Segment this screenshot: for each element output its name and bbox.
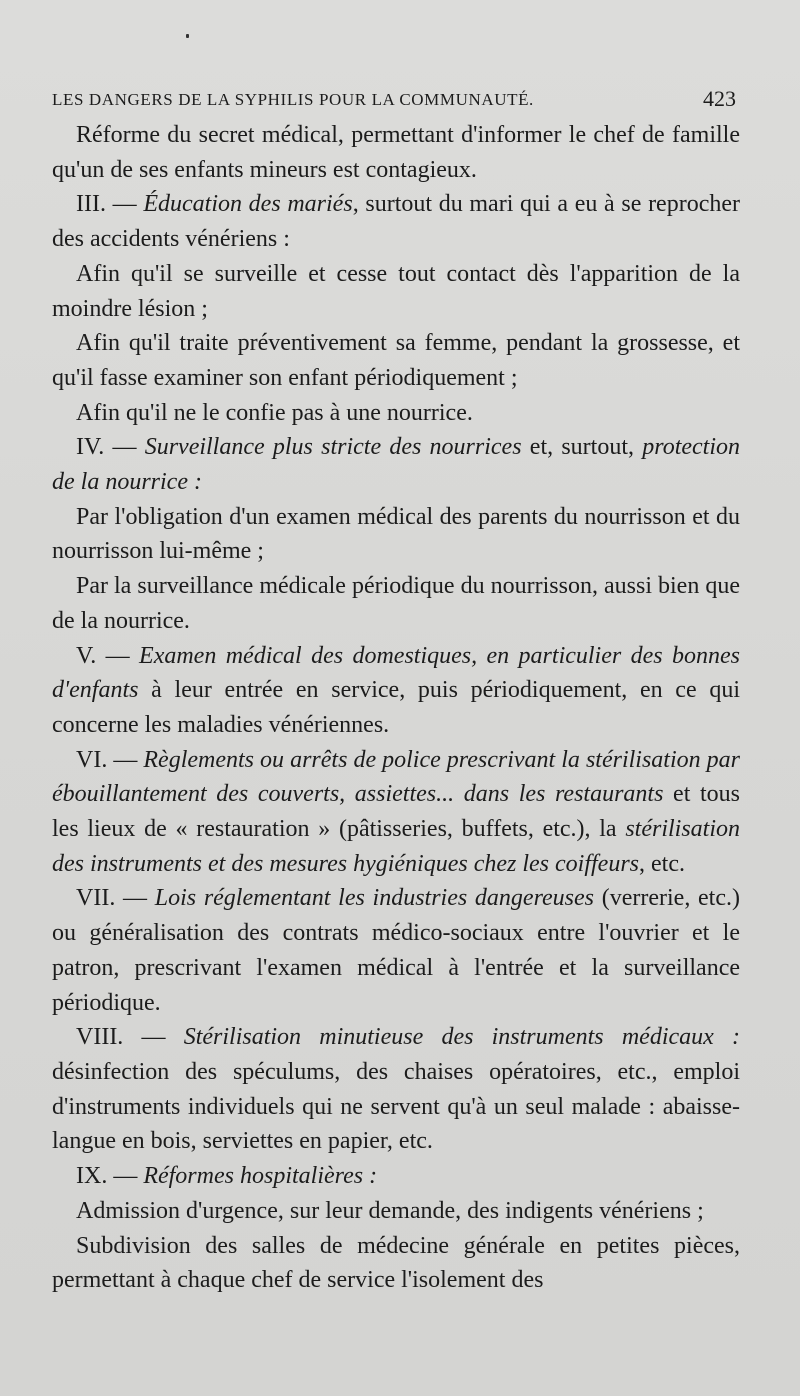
- italic-text: protection de la nourrice :: [52, 434, 741, 496]
- paragraph: [52, 430, 740, 499]
- italic-text: Réformes hospitalières :: [143, 1163, 378, 1190]
- body-text: [52, 118, 740, 1298]
- text-run: (verrerie, etc.) ou généralisation des contrats médico-sociaux entre l'ouvrier et le patron, prescrivant l'examen médical à l'entrée et la surveillance périodique.: [52, 885, 740, 1016]
- text-run: Par l'obligation d'un examen médical des parents du nourrisson et du nourrisson lui-même ;: [52, 503, 740, 565]
- paragraph: [52, 1159, 740, 1194]
- italic-text: stérilisation des instruments et des mesures hygiéniques chez les coiffeurs: [52, 816, 740, 877]
- italic-text: Examen médical des domestiques, en particulier des bonnes d'enfants: [52, 642, 740, 704]
- text-run: VIII. —: [76, 1024, 184, 1051]
- text-run: V. —: [76, 642, 140, 669]
- text-run: Admission d'urgence, sur leur demande, des indigents vénériens ;: [76, 1197, 704, 1224]
- paragraph: [52, 187, 740, 256]
- paragraph: [52, 257, 740, 326]
- text-run: VII. —: [76, 885, 155, 912]
- text-run: Afin qu'il ne le confie pas à une nourrice.: [76, 399, 473, 426]
- paragraph: [52, 118, 740, 187]
- paragraph: [52, 1020, 740, 1159]
- paragraph: [52, 326, 740, 395]
- ink-speck: [186, 34, 189, 38]
- text-run: Subdivision des salles de médecine générale en petites pièces, permettant à chaque chef de service l'isolement des: [52, 1232, 740, 1294]
- text-run: et, surtout,: [521, 434, 643, 461]
- text-run: VI. —: [76, 746, 144, 773]
- paragraph: [52, 1229, 740, 1298]
- text-run: et tous les lieux de « restauration » (pâtisseries, buffets, etc.), la: [52, 781, 741, 843]
- paragraph: [52, 881, 740, 1020]
- italic-text: Lois réglementant les industries dangereuses: [154, 885, 595, 912]
- italic-text: Surveillance plus stricte des nourrices: [144, 434, 522, 461]
- text-run: , surtout du mari qui a eu à se reprocher des accidents vénériens :: [52, 191, 740, 253]
- text-run: IV. —: [76, 434, 145, 461]
- paragraph: [52, 743, 740, 882]
- text-run: à leur entrée en service, puis périodiquement, en ce qui concerne les maladies vénériennes.: [52, 677, 740, 738]
- running-title: LES DANGERS DE LA SYPHILIS POUR LA COMMUNAUTÉ.: [52, 90, 534, 109]
- italic-text: Stérilisation minutieuse des instruments médicaux :: [183, 1024, 740, 1051]
- text-run: Réforme du secret médical, permettant d'informer le chef de famille qu'un de ses enfants mineurs est contagieux.: [52, 122, 740, 183]
- text-run: Afin qu'il se surveille et cesse tout contact dès l'apparition de la moindre lésion ;: [52, 260, 740, 322]
- text-run: Afin qu'il traite préventivement sa femme, pendant la grossesse, et qu'il fasse examiner son enfant périodiquement ;: [52, 330, 740, 391]
- paragraph: [52, 500, 740, 569]
- page-number: 423: [703, 86, 736, 111]
- text-run: désinfection des spéculums, des chaises opératoires, etc., emploi d'instruments individuels qui ne servent qu'à un seul malade : abaisse-langue en bois, serviettes en papier, etc.: [52, 1058, 740, 1155]
- paragraph: [52, 396, 740, 431]
- paragraph: [52, 639, 740, 743]
- text-run: III. —: [76, 191, 144, 218]
- running-header: [52, 86, 736, 116]
- text-run: , etc.: [639, 850, 685, 877]
- paragraph: [52, 569, 740, 638]
- italic-text: Règlements ou arrêts de police prescrivant la stérilisation par ébouillantement des couverts, assiettes... dans les restaurants: [52, 746, 740, 808]
- text-run: Par la surveillance médicale périodique du nourrisson, aussi bien que de la nourrice.: [52, 573, 740, 634]
- italic-text: Éducation des mariés: [143, 191, 353, 218]
- paragraph: [52, 1194, 740, 1229]
- text-run: IX. —: [76, 1163, 144, 1190]
